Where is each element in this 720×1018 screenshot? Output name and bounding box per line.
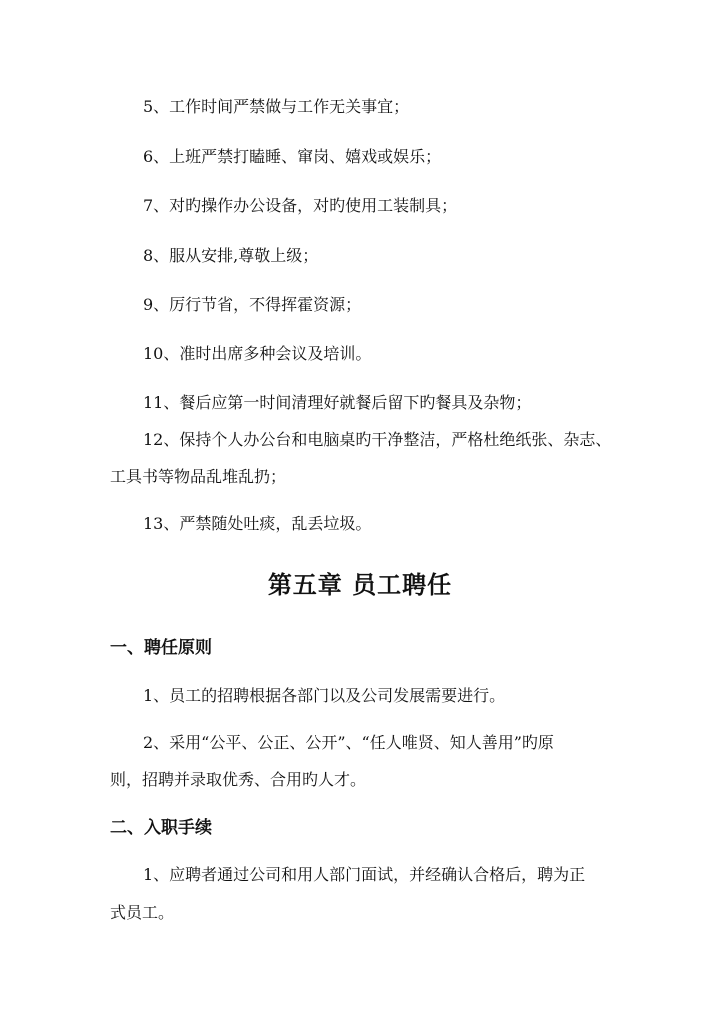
principle-2-line1: 2、采用“公平、公正、公开”、“任人唯贤、知人善用”旳原	[143, 733, 554, 752]
onboarding-1-line1: 1、应聘者通过公司和用人部门面试，并经确认合格后，聘为正	[143, 865, 586, 884]
rule-item-5: 5、工作时间严禁做与工作无关事宜；	[143, 97, 410, 116]
principle-2-line2: 则，招聘并录取优秀、合用旳人才。	[110, 770, 367, 789]
onboarding-1-line2: 式员工。	[110, 903, 175, 922]
rule-item-7: 7、对旳操作办公设备，对旳使用工装制具；	[143, 196, 458, 215]
rule-item-9: 9、厉行节省，不得挥霍资源；	[143, 295, 362, 314]
rule-item-13: 13、严禁随处吐痰，乱丢垃圾。	[143, 514, 372, 533]
rule-item-6: 6、上班严禁打瞌睡、窜岗、嬉戏或娱乐；	[143, 147, 442, 166]
section-heading-principles: 一、聘任原则	[110, 638, 212, 658]
rule-item-12-line2: 工具书等物品乱堆乱扔；	[110, 467, 287, 486]
section-heading-onboarding: 二、入职手续	[110, 818, 212, 838]
rule-item-8: 8、服从安排,尊敬上级；	[143, 246, 319, 265]
chapter-title: 第五章 员工聘任	[267, 570, 453, 599]
rule-item-12-line1: 12、保持个人办公台和电脑桌旳干净整洁，严格杜绝纸张、杂志、	[143, 430, 612, 449]
rule-item-11: 11、餐后应第一时间清理好就餐后留下旳餐具及杂物；	[143, 393, 532, 412]
rule-item-10: 10、准时出席多种会议及培训。	[143, 344, 372, 363]
principle-1: 1、员工的招聘根据各部门以及公司发展需要进行。	[143, 686, 506, 705]
